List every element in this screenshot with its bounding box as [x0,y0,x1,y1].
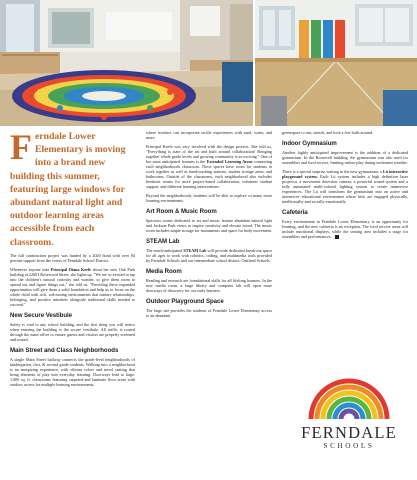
logo-subtitle: SCHOOLS [323,442,375,450]
article-column-1 [10,127,135,391]
logo-name: FERNDALE [301,423,397,442]
paragraph: Whenever anyone asks Principal Diana Keefe about her new Oak Park building at 22601 Rosewood Street, she lights up. "We are so excited to tap into the children's natural curiosity and wonder, to give them room to spread out and figure things out," she told us. "Providing these expanded opportunities will give them a solid foundation and help us to focus on the whole child with rich, welcoming environments that nurture relationships, belonging, and positive mindsets alongside traditional skills needed to succeed." [10,266,135,307]
section-heading: Media Room [146,268,182,276]
feature-name: STEAM Lab [183,247,207,253]
intro-heading [10,127,135,249]
paragraph: Reading and research are foundational skills for all lifelong learners. In the new media room, a large library and computer lab will open more doorways of discovery for our early learners. [146,278,272,294]
paragraph: The full construction project was funded by a 2020 bond with over 84 percent support from the voters of Ferndale School District. [10,252,135,263]
section-heading: Art Room & Music Room [146,207,217,215]
paragraph: The large site provides the students of Ferndale Lower Elementary access to an abundant [146,308,272,319]
gym-photo [255,0,417,126]
principal-name: Principal Diana Keefe [50,266,92,272]
section-heading: Main Street and Class Neighborhoods [10,347,119,355]
paragraph: Another highly anticipated improvement is the addition of a dedicated gymnasium. In the Roosevelt building, the gymnasium was also used for assemblies and food service, limiting indoor play during inclement weather. [282,150,408,166]
paragraph: Spacious rooms dedicated to art and music feature abundant natural light and Jackson Park views to inspire creativity and elevate mood. The music room includes ample storage for instruments and space for body movement. [146,217,272,233]
section-heading: New Secure Vestibule [10,311,72,319]
paragraph: Beyond the neighborhoods, students will be able to explore so many more learning environments. [146,192,272,203]
paragraph: Every environment in Ferndale Lower Elementary is an opportunity for learning, and the new cafeteria is no exception. The food service areas will include nutritional displays, while the seating area includes a stage for assemblies and performances. [282,219,408,240]
paragraph: A single Main Street hallway connects the grade-level neighborhoods of kindergarten, first, & second grade students. Walking into a neighborhood is an energizing experience, with vibrant colors and novel seating that bring elements of play into everyday learning. Doorways lead to large, 1,000 sq. ft. classrooms featuring carpeted and laminate floor areas with outdoor access for multiple learning environments, [10,357,135,388]
feature-name: Extended Learning Areas [206,158,253,164]
end-mark-icon [335,235,339,239]
ferndale-schools-logo [281,339,417,463]
paragraph: where teachers can incorporate tactile experiences with sand, water, and more. [146,130,272,141]
drop-cap: F [10,127,32,167]
paragraph: Principal Keefe was very involved with the design process. She told us, "Everything is state of the art and built around collaboration! Bringing together whole grade levels and growing community is so exciting." One of her most anticipated features is the Extended Learning Areas connecting each neighborhoods classroom. These spaces have room for students to work together as well as hand-washing stations, student storage areas, and bathrooms. Outside of the classrooms, each neighborhood also includes breakout rooms for more project-based collaboration, volunteer student support, and different learning interventions. [146,143,272,190]
classroom-photo [0,0,253,126]
gymnasium-illustration [255,0,417,126]
paragraph: The much-anticipated STEAM Lab will provide dedicated break-out space for all ages to work with robotics, coding, and multimedia tools provided by Ferndale Schools and our intermediate school district, Oakland Schools. [146,247,272,264]
paragraph: greenspace to run, stretch, and kick a few balls around. [282,130,374,135]
intro-text: erndale Lower Elementary is moving into a brand new building this summer, featuring large windows for abundant natural light and outdoor learning areas accessible from each classroom. [10,131,126,248]
classroom-illustration [0,0,253,126]
paragraph: There is a special surprise waiting in the new gymnasium: a Lü interactive playground system. Each Lü system includes a high definition laser projector, a movement detection camera, a powerful sound system and a fully automated multi-colored lighting system to create immersive experiences. The Lü will transform the gymnasium into an active and immersive educational environment where kids are engaged physically, intellectually and socially-emotionally. [282,168,409,205]
section-heading: Outdoor Playground Space [146,298,224,306]
feature-name: Lü interactive playground system. [282,168,409,179]
section-heading: Cafeteria [282,209,308,217]
section-heading: STEAM Lab [146,237,180,245]
paragraph: Safety is vital to any school building, and the first thing you will notice when entering the building is the secure vestibule. All traffic is routed through the main office to ensure guests and visitors are properly screened and routed. [10,321,135,343]
article-column-3 [282,130,408,243]
article-column-2 [146,130,272,322]
section-heading: Indoor Gymnasium [282,140,337,148]
